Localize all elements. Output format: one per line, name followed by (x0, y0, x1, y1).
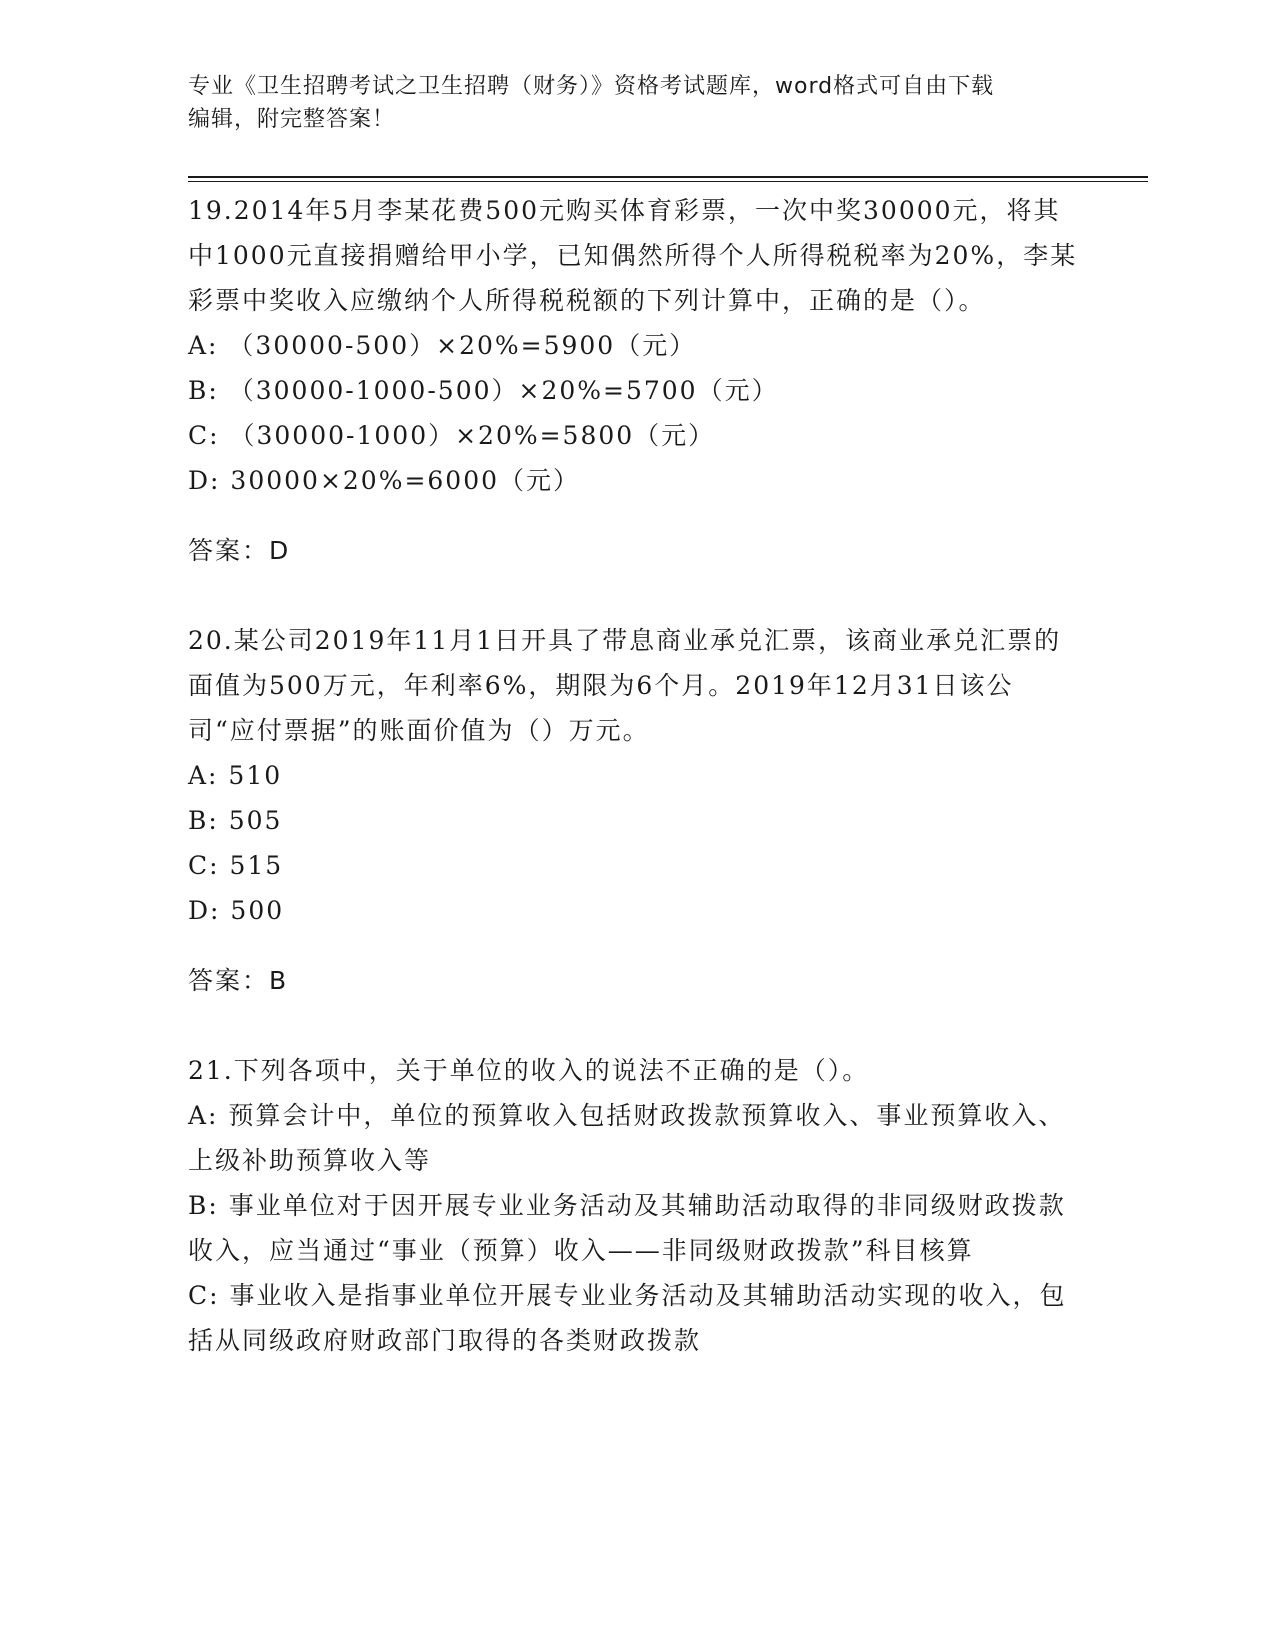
question-21 (188, 1048, 1078, 1363)
option-c: C: 515 (188, 851, 284, 880)
header-line-1: 专业《卫生招聘考试之卫生招聘（财务）》资格考试题库，word格式可自由下载 (188, 74, 995, 99)
question-stem: 19.2014年5月李某花费500元购买体育彩票，一次中奖30000元，将其中1000元直接捐赠给甲小学，已知偶然所得个人所得税税率为20%，李某彩票中奖收入应缴纳个人所得税税额的下列计算中，正确的是（）。 (188, 196, 1078, 315)
header-rule-thick (188, 176, 1148, 178)
question-19 (188, 188, 1078, 573)
option-b: B: 505 (188, 806, 283, 835)
question-20 (188, 618, 1078, 1003)
option-d: D: 500 (188, 896, 285, 925)
option-c: C: 事业收入是指事业单位开展专业业务活动及其辅助活动实现的收入，包括从同级政府财政部门取得的各类财政拨款 (188, 1281, 1067, 1355)
option-c: C: （30000-1000）×20%=5800（元） (188, 421, 716, 450)
header-line-2: 编辑，附完整答案！ (188, 107, 396, 132)
question-stem: 21.下列各项中，关于单位的收入的说法不正确的是（）。 (188, 1056, 870, 1085)
option-b: B: 事业单位对于因开展专业业务活动及其辅助活动取得的非同级财政拨款收入，应当通过“事业（预算）收入——非同级财政拨款”科目核算 (188, 1191, 1066, 1265)
option-a: A: 510 (188, 761, 283, 790)
option-a: A: 预算会计中，单位的预算收入包括财政拨款预算收入、事业预算收入、上级补助预算收入等 (188, 1101, 1066, 1175)
question-stem: 20.某公司2019年11月1日开具了带息商业承兑汇票，该商业承兑汇票的面值为500万元，年利率6%，期限为6个月。2019年12月31日该公司“应付票据”的账面价值为（）万元。 (188, 626, 1062, 745)
answer: 答案：D (188, 536, 291, 565)
document-header (188, 70, 1068, 136)
option-d: D: 30000×20%=6000（元） (188, 466, 581, 495)
question-list (188, 188, 1078, 1408)
option-b: B: （30000-1000-500）×20%=5700（元） (188, 376, 779, 405)
answer: 答案：B (188, 966, 289, 995)
option-a: A: （30000-500）×20%=5900（元） (188, 331, 697, 360)
header-rule-thin (188, 181, 1148, 182)
